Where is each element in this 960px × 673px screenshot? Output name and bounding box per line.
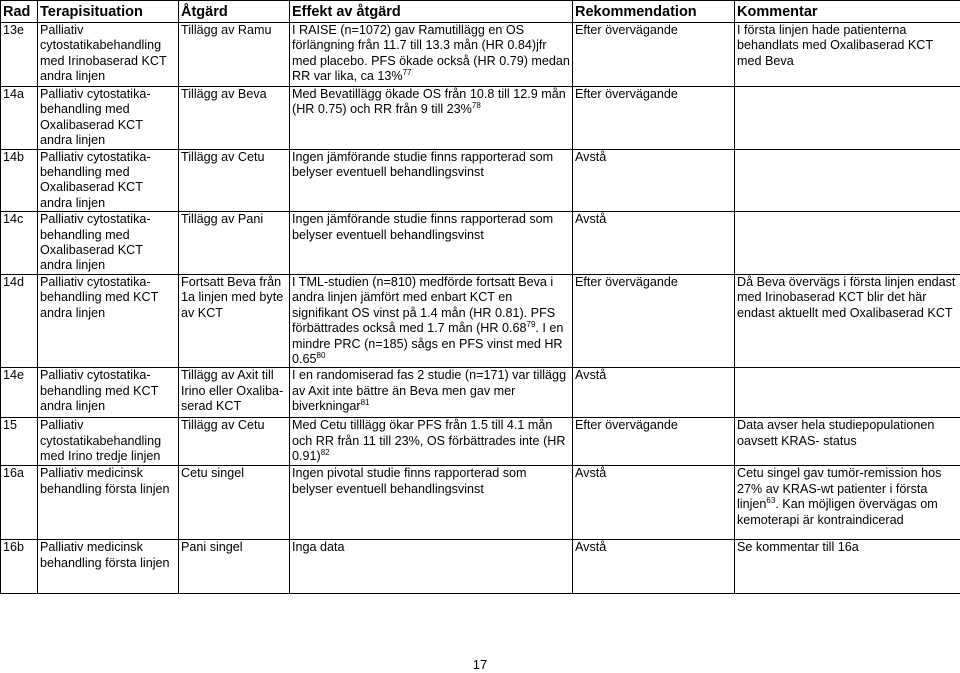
cell-atgard: [179, 87, 290, 150]
cell-effekt: [290, 149, 573, 212]
cell-rad-text: 14c: [3, 212, 24, 227]
cell-rad: [1, 368, 38, 418]
cell-effekt-text-cont: . I en mindre PRC (n=185) sågs en PFS vinst med HR 0.65: [292, 321, 564, 366]
cell-rekommendation: [573, 418, 735, 466]
cell-terapisituation: [38, 23, 179, 87]
cell-terapisituation-text: Palliativ cytostatika-behandling med KCT andra linjen: [40, 274, 159, 320]
cell-atgard-text: Tillägg av Beva: [181, 87, 267, 101]
cell-rad: [1, 540, 38, 594]
cell-rad: [1, 149, 38, 212]
reference-superscript: 81: [360, 397, 370, 407]
cell-terapisituation-text: Palliativ cytostatika-behandling med Oxalibaserad KCT andra linjen: [40, 149, 151, 210]
cell-atgard-text: Tillägg av Cetu: [181, 149, 265, 164]
cell-rekommendation-text: Avstå: [575, 368, 607, 383]
header-row: [1, 1, 960, 23]
cell-rekommendation-text: Efter övervägande: [575, 274, 678, 289]
cell-atgard-text: Pani singel: [181, 540, 243, 555]
cell-kommentar: [735, 149, 960, 212]
cell-rekommendation: [573, 212, 735, 275]
cell-rad-text: 14d: [3, 274, 25, 289]
reference-superscript: 77: [402, 68, 412, 78]
cell-rad-text: 16b: [3, 540, 25, 555]
cell-terapisituation-text: Palliativ cytostatika-behandling med Oxalibaserad KCT andra linjen: [40, 87, 151, 148]
cell-terapisituation: [38, 418, 179, 466]
cell-effekt-text: I RAISE (n=1072) gav Ramutillägg en OS förlängning från 11.7 till 13.3 mån (HR 0.84)jfr med placebo. PFS ökade också (HR 0.79) medan RR var lika, ca 13%: [292, 23, 570, 84]
cell-terapisituation-text: Palliativ medicinsk behandling första linjen: [40, 540, 170, 570]
table-row: [1, 274, 960, 367]
cell-rekommendation: [573, 368, 735, 418]
table-row: [1, 540, 960, 594]
cell-rekommendation-text: Efter övervägande: [575, 418, 678, 433]
cell-atgard: [179, 149, 290, 212]
cell-atgard-text: Tillägg av Axit till Irino eller Oxaliba-serad KCT: [181, 368, 284, 414]
cell-kommentar-text-cont: . Kan möjligen övervägas om kemoterapi är kontraindicerad: [737, 497, 938, 527]
cell-rad: [1, 87, 38, 150]
cell-terapisituation-text: Palliativ cytostatika-behandling med Oxalibaserad KCT andra linjen: [40, 212, 151, 273]
table-row: [1, 212, 960, 275]
cell-kommentar: [735, 418, 960, 466]
cell-kommentar-text: Se kommentar till 16a: [737, 540, 859, 555]
cell-kommentar: [735, 23, 960, 87]
cell-rad-text: 16a: [3, 466, 25, 481]
cell-rekommendation: [573, 149, 735, 212]
cell-terapisituation-text: Palliativ cytostatika-behandling med KCT andra linjen: [40, 368, 159, 414]
cell-atgard-text: Tillägg av Ramu: [181, 23, 272, 37]
cell-rad-text: 14e: [3, 368, 25, 383]
cell-kommentar: [735, 368, 960, 418]
page-number: 17: [472, 657, 488, 672]
header-rad: Rad: [1, 1, 38, 23]
cell-terapisituation: [38, 149, 179, 212]
table-row: [1, 368, 960, 418]
cell-kommentar-text: I första linjen hade patienterna behandlats med Oxalibaserad KCT med Beva: [737, 23, 933, 68]
cell-effekt-text: Ingen pivotal studie finns rapporterad som belyser eventuell behandlingsvinst: [292, 466, 527, 496]
cell-effekt-text: Ingen jämförande studie finns rapporterad som belyser eventuell behandlingsvinst: [292, 212, 554, 242]
cell-atgard: [179, 212, 290, 275]
reference-superscript: 63: [766, 495, 776, 505]
cell-rekommendation-text: Avstå: [575, 540, 607, 555]
cell-kommentar-text: Data avser hela studiepopulationen oavsett KRAS- status: [737, 418, 935, 448]
cell-effekt: [290, 23, 573, 87]
cell-kommentar-text: Cetu singel gav tumör-remission hos 27% av KRAS-wt patienter i första linjen: [737, 466, 942, 512]
cell-rekommendation: [573, 23, 735, 87]
cell-terapisituation: [38, 368, 179, 418]
cell-rekommendation-text: Efter övervägande: [575, 23, 678, 37]
cell-effekt: [290, 212, 573, 275]
cell-kommentar: [735, 466, 960, 540]
table-row: [1, 87, 960, 150]
cell-effekt: [290, 274, 573, 367]
reference-superscript: 78: [471, 101, 481, 111]
cell-rad-text: 15: [3, 418, 18, 433]
cell-rekommendation: [573, 87, 735, 150]
cell-effekt-text: I en randomiserad fas 2 studie (n=171) var tillägg av Axit inte bättre än Beva men gav mer biverkningar: [292, 368, 567, 414]
cell-rad-text: 14b: [3, 149, 25, 164]
cell-effekt: [290, 540, 573, 594]
header-terapisituation: Terapisituation: [38, 1, 179, 23]
cell-atgard: [179, 368, 290, 418]
cell-effekt: [290, 418, 573, 466]
cell-atgard: [179, 418, 290, 466]
cell-terapisituation: [38, 540, 179, 594]
cell-effekt-text: Med Bevatillägg ökade OS från 10.8 till 12.9 mån (HR 0.75) och RR från 9 till 23%: [292, 87, 566, 117]
cell-kommentar: [735, 274, 960, 367]
cell-atgard-text: Fortsatt Beva från 1a linjen med byte av KCT: [181, 274, 284, 320]
cell-atgard-text: Cetu singel: [181, 466, 245, 481]
cell-terapisituation: [38, 212, 179, 275]
cell-effekt-text: Ingen jämförande studie finns rapporterad som belyser eventuell behandlingsvinst: [292, 149, 554, 180]
table-row: [1, 418, 960, 466]
cell-terapisituation-text: Palliativ cytostatikabehandling med Irinobaserad KCT andra linjen: [40, 23, 167, 84]
header-rekommendation: Rekommendation: [573, 1, 735, 23]
cell-rekommendation: [573, 274, 735, 367]
cell-atgard: [179, 466, 290, 540]
cell-rad: [1, 23, 38, 87]
cell-terapisituation: [38, 274, 179, 367]
cell-rad-text: 13e: [3, 23, 25, 37]
reference-superscript: 80: [316, 350, 326, 360]
cell-atgard-text: Tillägg av Cetu: [181, 418, 265, 433]
header-effekt: Effekt av åtgärd: [290, 1, 573, 23]
cell-rad: [1, 212, 38, 275]
reference-superscript: 79: [526, 319, 536, 329]
cell-rad: [1, 466, 38, 540]
header-atgard: Åtgärd: [179, 1, 290, 23]
cell-kommentar-text: Då Beva övervägs i första linjen endast med Irinobaserad KCT blir det här endast aktuellt med Oxalibaserad KCT: [737, 274, 956, 320]
cell-rekommendation: [573, 466, 735, 540]
cell-rad-text: 14a: [3, 87, 25, 101]
cell-kommentar: [735, 87, 960, 150]
cell-rekommendation: [573, 540, 735, 594]
reference-superscript: 82: [320, 447, 330, 457]
cell-rekommendation-text: Avstå: [575, 149, 607, 164]
cell-atgard: [179, 23, 290, 87]
cell-effekt-text: Inga data: [292, 540, 345, 555]
cell-rad: [1, 418, 38, 466]
cell-kommentar: [735, 540, 960, 594]
header-kommentar: Kommentar: [735, 1, 960, 23]
cell-rekommendation-text: Efter övervägande: [575, 87, 678, 101]
cell-terapisituation: [38, 87, 179, 150]
cell-rekommendation-text: Avstå: [575, 466, 607, 481]
cell-kommentar: [735, 212, 960, 275]
cell-effekt-text: Med Cetu tilllägg ökar PFS från 1.5 till 4.1 mån och RR från 11 till 23%, OS förbättrades inte (HR 0.91): [292, 418, 566, 464]
cell-terapisituation-text: Palliativ medicinsk behandling första linjen: [40, 466, 170, 496]
cell-terapisituation: [38, 466, 179, 540]
cell-atgard: [179, 274, 290, 367]
cell-effekt-text: I TML-studien (n=810) medförde fortsatt Beva i andra linjen jämfört med enbart KCT en signifikant OS vinst på 1.4 mån (HR 0.81). PFS förbättrades också med 1.7 mån (HR 0.68: [292, 274, 556, 336]
cell-rad: [1, 274, 38, 367]
cell-effekt: [290, 466, 573, 540]
cell-rekommendation-text: Avstå: [575, 212, 607, 227]
cell-effekt: [290, 87, 573, 150]
table-row: [1, 23, 960, 87]
cell-terapisituation-text: Palliativ cytostatikabehandling med Irino tredje linjen: [40, 418, 162, 464]
table-row: [1, 149, 960, 212]
cell-effekt: [290, 368, 573, 418]
cell-atgard-text: Tillägg av Pani: [181, 212, 264, 227]
cell-atgard: [179, 540, 290, 594]
table-row: [1, 466, 960, 540]
